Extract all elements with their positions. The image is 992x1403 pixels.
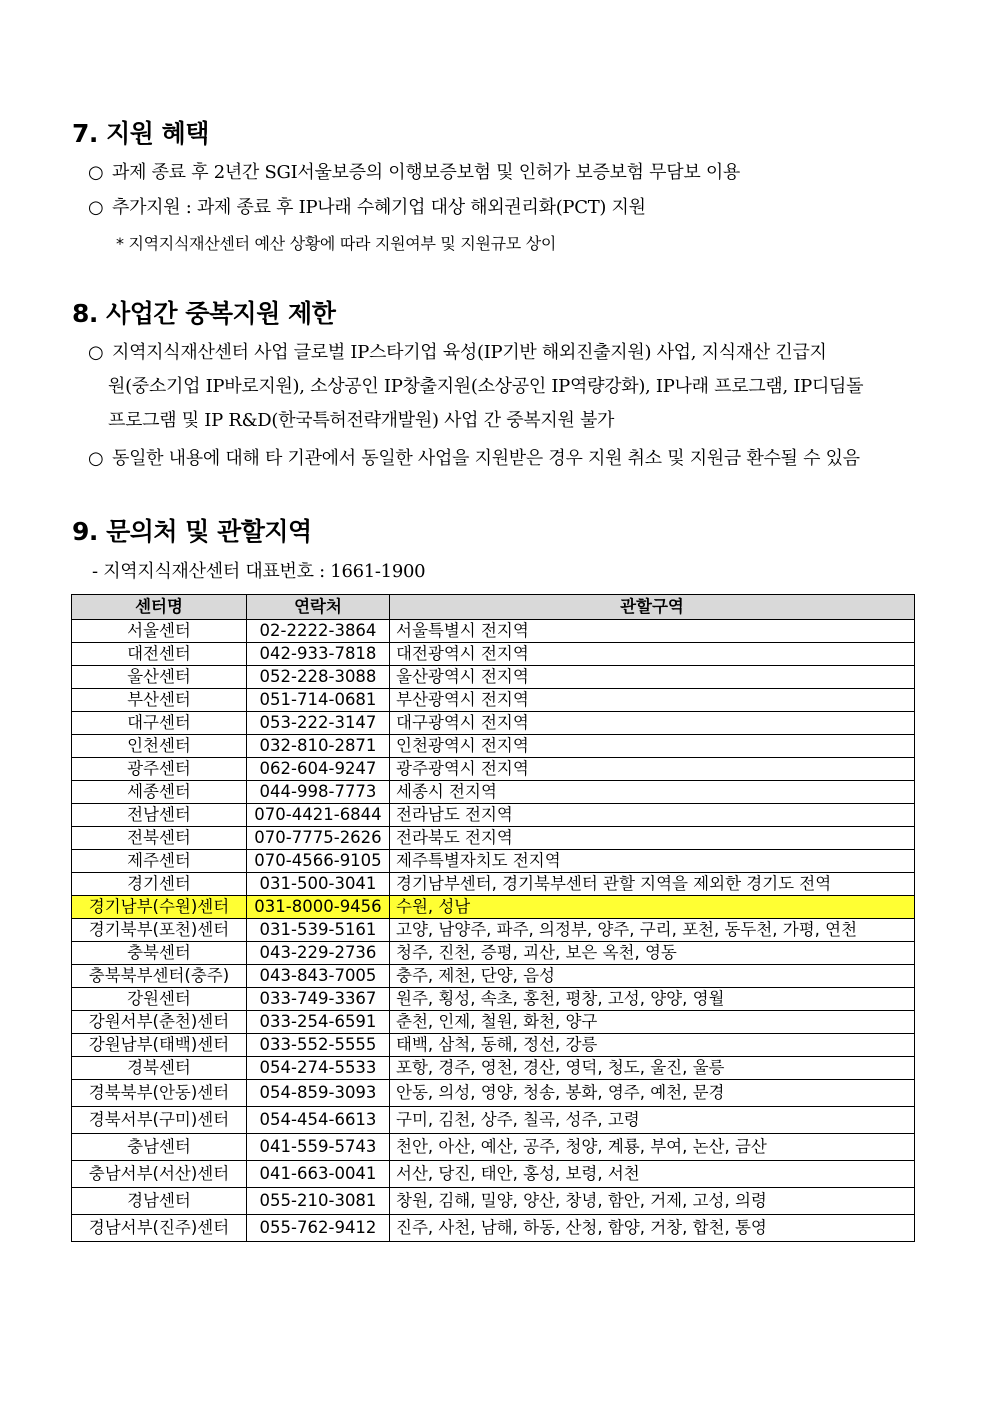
center-name-cell: 인천센터	[72, 735, 247, 758]
table-body	[72, 620, 915, 1242]
table-row	[72, 919, 915, 942]
center-name-cell: 광주센터	[72, 758, 247, 781]
center-name-cell: 경기센터	[72, 873, 247, 896]
area-cell: 청주, 진천, 증평, 괴산, 보은 옥천, 영동	[390, 942, 915, 965]
center-name-cell: 강원센터	[72, 988, 247, 1011]
center-name-cell: 부산센터	[72, 689, 247, 712]
section-8-item-1-cont-2: 프로그램 및 IP R&D(한국특허전략개발원) 사업 간 중복지원 불가	[108, 410, 615, 431]
section-7-item-2: ○ 추가지원 : 과제 종료 후 IP나래 수혜기업 대상 해외권리화(PCT) 지원	[88, 197, 646, 218]
area-cell: 포항, 경주, 영천, 경산, 영덕, 청도, 울진, 울릉	[390, 1057, 915, 1080]
area-cell: 고양, 남양주, 파주, 의정부, 양주, 구리, 포천, 동두천, 가평, 연천	[390, 919, 915, 942]
table-row	[72, 735, 915, 758]
bullet-circle-icon: ○	[88, 448, 104, 469]
phone-cell: 02-2222-3864	[247, 620, 390, 643]
phone-cell: 033-749-3367	[247, 988, 390, 1011]
area-cell: 수원, 성남	[390, 896, 915, 919]
center-name-cell: 경남서부(진주)센터	[72, 1215, 247, 1242]
table-row	[72, 873, 915, 896]
table-row	[72, 643, 915, 666]
center-name-cell: 충남센터	[72, 1134, 247, 1161]
area-cell: 대전광역시 전지역	[390, 643, 915, 666]
phone-cell: 070-7775-2626	[247, 827, 390, 850]
phone-cell: 070-4566-9105	[247, 850, 390, 873]
bullet-circle-icon: ○	[88, 342, 104, 363]
contact-table	[71, 594, 915, 1242]
table-row	[72, 1188, 915, 1215]
phone-cell: 043-229-2736	[247, 942, 390, 965]
table-row	[72, 1034, 915, 1057]
table-row	[72, 988, 915, 1011]
table-row	[72, 965, 915, 988]
center-name-cell: 제주센터	[72, 850, 247, 873]
header-area: 관할구역	[390, 595, 915, 620]
area-cell: 구미, 김천, 상주, 칠곡, 성주, 고령	[390, 1107, 915, 1134]
center-name-cell: 충북북부센터(충주)	[72, 965, 247, 988]
area-cell: 인천광역시 전지역	[390, 735, 915, 758]
phone-cell: 033-254-6591	[247, 1011, 390, 1034]
table-row	[72, 1161, 915, 1188]
center-name-cell: 경북센터	[72, 1057, 247, 1080]
phone-cell: 053-222-3147	[247, 712, 390, 735]
bullet-circle-icon: ○	[88, 162, 104, 183]
header-center-name: 센터명	[72, 595, 247, 620]
center-name-cell: 울산센터	[72, 666, 247, 689]
area-cell: 경기남부센터, 경기북부센터 관할 지역을 제외한 경기도 전역	[390, 873, 915, 896]
area-cell: 안동, 의성, 영양, 청송, 봉화, 영주, 예천, 문경	[390, 1080, 915, 1107]
phone-cell: 031-539-5161	[247, 919, 390, 942]
section-8-item-1: ○ 지역지식재산센터 사업 글로벌 IP스타기업 육성(IP기반 해외진출지원) 사업, 지식재산 긴급지	[88, 342, 827, 363]
phone-cell: 041-559-5743	[247, 1134, 390, 1161]
header-contact: 연락처	[247, 595, 390, 620]
bullet-circle-icon: ○	[88, 197, 104, 218]
center-name-cell: 경기남부(수원)센터	[72, 896, 247, 919]
center-name-cell: 전남센터	[72, 804, 247, 827]
table-row	[72, 1134, 915, 1161]
center-name-cell: 충북센터	[72, 942, 247, 965]
center-name-cell: 세종센터	[72, 781, 247, 804]
table-row	[72, 712, 915, 735]
phone-cell: 041-663-0041	[247, 1161, 390, 1188]
phone-cell: 033-552-5555	[247, 1034, 390, 1057]
center-name-cell: 경북서부(구미)센터	[72, 1107, 247, 1134]
area-cell: 세종시 전지역	[390, 781, 915, 804]
table-row	[72, 1057, 915, 1080]
area-cell: 전라남도 전지역	[390, 804, 915, 827]
center-name-cell: 경기북부(포천)센터	[72, 919, 247, 942]
representative-number: - 지역지식재산센터 대표번호 : 1661-1900	[92, 561, 426, 582]
center-name-cell: 서울센터	[72, 620, 247, 643]
center-name-cell: 강원서부(춘천)센터	[72, 1011, 247, 1034]
table-row	[72, 1107, 915, 1134]
table-row	[72, 804, 915, 827]
phone-cell: 052-228-3088	[247, 666, 390, 689]
phone-cell: 054-274-5533	[247, 1057, 390, 1080]
center-name-cell: 경남센터	[72, 1188, 247, 1215]
table-row	[72, 896, 915, 919]
section-8-title: 8. 사업간 중복지원 제한	[72, 299, 336, 328]
phone-cell: 055-210-3081	[247, 1188, 390, 1215]
section-9-title: 9. 문의처 및 관할지역	[72, 517, 312, 546]
area-cell: 전라북도 전지역	[390, 827, 915, 850]
section-7-item-1: ○ 과제 종료 후 2년간 SGI서울보증의 이행보증보험 및 인허가 보증보험 무담보 이용	[88, 162, 741, 183]
table-row	[72, 1080, 915, 1107]
table-row	[72, 1011, 915, 1034]
area-cell: 광주광역시 전지역	[390, 758, 915, 781]
table-row	[72, 850, 915, 873]
table-row	[72, 620, 915, 643]
table-row	[72, 781, 915, 804]
area-cell: 서산, 당진, 태안, 홍성, 보령, 서천	[390, 1161, 915, 1188]
phone-cell: 031-500-3041	[247, 873, 390, 896]
area-cell: 천안, 아산, 예산, 공주, 청양, 계룡, 부여, 논산, 금산	[390, 1134, 915, 1161]
table-row	[72, 758, 915, 781]
table-row	[72, 942, 915, 965]
area-cell: 부산광역시 전지역	[390, 689, 915, 712]
phone-cell: 054-859-3093	[247, 1080, 390, 1107]
table-row	[72, 666, 915, 689]
center-name-cell: 대구센터	[72, 712, 247, 735]
section-7-title: 7. 지원 혜택	[72, 119, 209, 148]
phone-cell: 055-762-9412	[247, 1215, 390, 1242]
area-cell: 창원, 김해, 밀양, 양산, 창녕, 함안, 거제, 고성, 의령	[390, 1188, 915, 1215]
phone-cell: 042-933-7818	[247, 643, 390, 666]
center-name-cell: 경북북부(안동)센터	[72, 1080, 247, 1107]
center-name-cell: 대전센터	[72, 643, 247, 666]
area-cell: 태백, 삼척, 동해, 정선, 강릉	[390, 1034, 915, 1057]
phone-cell: 054-454-6613	[247, 1107, 390, 1134]
section-8-item-2: ○ 동일한 내용에 대해 타 기관에서 동일한 사업을 지원받은 경우 지원 취소 및 지원금 환수될 수 있음	[88, 448, 860, 469]
table-row	[72, 827, 915, 850]
table-header-row	[72, 595, 915, 620]
area-cell: 서울특별시 전지역	[390, 620, 915, 643]
area-cell: 충주, 제천, 단양, 음성	[390, 965, 915, 988]
area-cell: 울산광역시 전지역	[390, 666, 915, 689]
center-name-cell: 강원남부(태백)센터	[72, 1034, 247, 1057]
phone-cell: 043-843-7005	[247, 965, 390, 988]
section-7-note: * 지역지식재산센터 예산 상황에 따라 지원여부 및 지원규모 상이	[116, 234, 557, 253]
phone-cell: 070-4421-6844	[247, 804, 390, 827]
section-8-item-1-cont-1: 원(중소기업 IP바로지원), 소상공인 IP창출지원(소상공인 IP역량강화), IP나래 프로그램, IP디딤돌	[108, 376, 864, 397]
center-name-cell: 충남서부(서산)센터	[72, 1161, 247, 1188]
area-cell: 대구광역시 전지역	[390, 712, 915, 735]
table-row	[72, 1215, 915, 1242]
area-cell: 진주, 사천, 남해, 하동, 산청, 함양, 거창, 합천, 통영	[390, 1215, 915, 1242]
center-name-cell: 전북센터	[72, 827, 247, 850]
table-row	[72, 689, 915, 712]
phone-cell: 031-8000-9456	[247, 896, 390, 919]
area-cell: 춘천, 인제, 철원, 화천, 양구	[390, 1011, 915, 1034]
phone-cell: 062-604-9247	[247, 758, 390, 781]
phone-cell: 051-714-0681	[247, 689, 390, 712]
phone-cell: 044-998-7773	[247, 781, 390, 804]
area-cell: 원주, 횡성, 속초, 홍천, 평창, 고성, 양양, 영월	[390, 988, 915, 1011]
phone-cell: 032-810-2871	[247, 735, 390, 758]
area-cell: 제주특별자치도 전지역	[390, 850, 915, 873]
